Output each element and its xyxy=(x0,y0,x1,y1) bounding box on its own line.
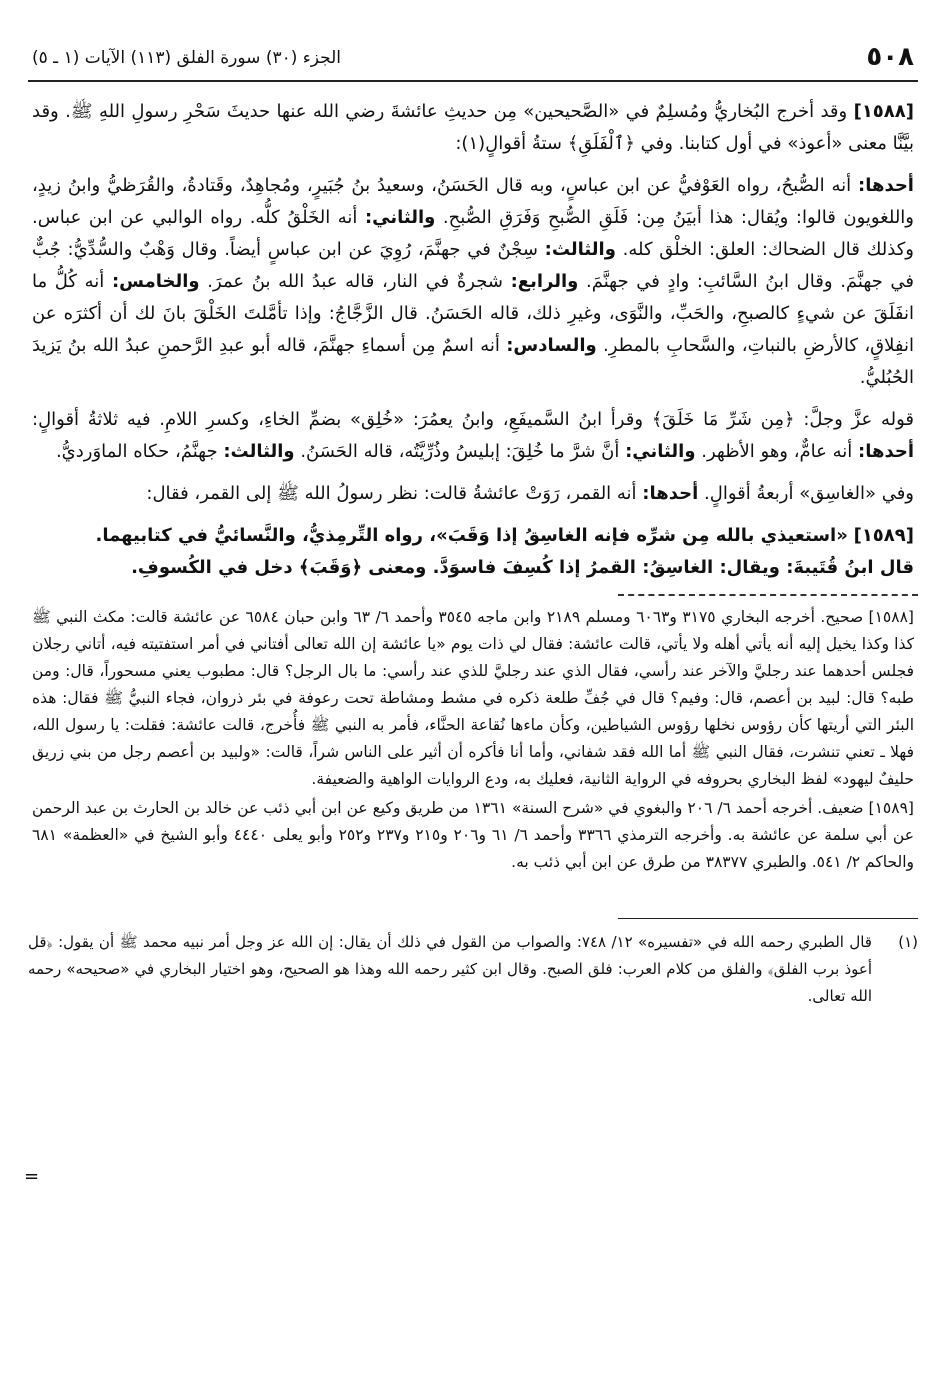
opinion-text: أنه عامٌّ، وهو الأظهر. xyxy=(701,441,853,462)
notes-divider xyxy=(618,594,918,596)
opinion-label: والثالث: xyxy=(544,239,616,260)
note-text: صحيح. أخرجه البخاري ٣١٧٥ و٦٠٦٣ ومسلم ٢١٨٩ وابن ماجه ٣٥٤٥ وأحمد ٦/ ٦٣ وابن حبان ٦٥٨٤ عن عائشة قالت: مكث النبي ﷺ كذا وكذا يخيل إليه أنه يأتي أهله ولا يأتي، قالت عائشة: فقال لي ذات يوم «يا عائشة إن الله تعالى أفتاني في أمر استفتيته فيه، أتاني رجلان فجلس أحدهما عند رجليَّ والآخر عند رأسي، فقال الذي عند رجليَّ للذي عند رأسي: ما بال الرجل؟ قال: مطبوب يعني مسحوراً، قال: ومن طبه؟ قال: لبيد بن أعصم، قال: وفيم؟ قال في جُفِّ طلعة ذكره في مشط ومشاطة تحت رعوفة في بئر ذروان، فجاء النبيُّ ﷺ فقال: هذه البئر التي أريتها كأن رؤوس نخلها رؤوس الشياطين، وكأن ماءها نُقاعة الحنَّاء، فأمر به النبي ﷺ فأُخرج، قالت عائشة: فقلت: يا رسول الله، فهلا ـ تعني تنشرت، فقال النبي ﷺ أما الله فقد شفاني، وأما أنا فأكره أن أثير على الناس شراً، قالت: «ولبيد بن أعصم رجل من بني زريق حليفٌ ليهود» لفظ البخاري بحروفه في الرواية الثانية، فعليك به، ودع الروايات الواهية والضعيفة. xyxy=(32,608,914,788)
paragraph-text: قوله عزَّ وجلَّ: ﴿مِن شَرِّ مَا خَلَقَ﴾ وقرأ ابنُ السَّميفَعِ، وابنُ يعمُرَ: «خُلِق» بضمِّ الخاءِ، وكسرِ اللامِ. فيه ثلاثةُ أقوالٍ: xyxy=(32,409,914,430)
running-head: الجزء (٣٠) سورة الفلق (١١٣) الآيات (١ ـ ٥) xyxy=(32,48,342,68)
opinion-text: أنَّ شرَّ ما خُلِقَ: إبليسُ وذُرِّيَّتُه، قاله الحَسَنُ. xyxy=(300,441,620,462)
opinion-text: أنه كُلُّ ما انفَلَقَ عن شيءٍ كالصبحِ، والحَبِّ، والنَّوَى، وغيرِ ذلك، قاله الحَسَنُ. قال الزَّجَّاجُ: وإذا تأمَّلتَ الخَلْقَ بانَ لك أن أكثرَه عن انفِلاقٍ، كالأرضِ بالنباتِ، والسَّحابِ بالمطرِ. xyxy=(32,271,914,356)
opinion-label: أحدها: xyxy=(858,175,914,196)
page-number: ٥٠٨ xyxy=(866,42,914,72)
opinion-label: والرابع: xyxy=(510,271,579,292)
opinion-text: أنه اسمٌ مِن أسماءِ جهنَّمَ، قاله أبو عبدِ الرَّحمنِ عبدُ الله بنُ يَزيدَ الحُبُليُّ. xyxy=(32,335,914,388)
hadith-notes xyxy=(28,604,918,876)
hadith-ref: [١٥٨٩] xyxy=(853,525,914,546)
paragraph-hadith xyxy=(32,520,914,584)
opinion-text: أنه الخَلْقُ كلُّه. رواه الوالبي عن ابن عباس. وكذلك قال الضحاك: العلق: الخلْق كله. xyxy=(32,207,914,260)
footnote-number: (١) xyxy=(898,933,918,951)
note-1589 xyxy=(32,795,914,876)
hadith-ref: [١٥٨٨] xyxy=(853,101,914,122)
note-ref: [١٥٨٩] xyxy=(868,799,914,817)
footnote-separator xyxy=(618,918,918,919)
note-1588 xyxy=(32,604,914,793)
opinion-text: أنه الصُّبحُ، رواه العَوْفيُّ عن ابن عباسٍ، وبه قال الحَسَنُ، وسعيدُ بنُ جُبَيرٍ، ومُجاهِدٌ، وقَتادةُ، والقُرَظيُّ وابنُ زيدٍ، واللغويون قالوا: ويُقال: هذا أبيَنُ مِن: فَلَقِ الصُّبحِ وَفَرَقِ الصُّبحِ. xyxy=(32,175,915,228)
margin-mark: = xyxy=(24,1166,40,1187)
opinion-label: والثالث: xyxy=(223,441,295,462)
note-text: ضعيف. أخرجه أحمد ٦/ ٢٠٦ والبغوي في «شرح السنة» ١٣٦١ من طريق وكيع عن ابن أبي ذئب عن خالد بن الحارث بن عبد الرحمن عن أبي سلمة عن عائشة به. وأخرجه الترمذي ٣٣٦٦ وأحمد ٦/ ٦١ و٢٠٦ و٢١٥ و٢٣٧ و٢٥٢ وأبو يعلى ٤٤٤٠ وأبو الشيخ في «العظمة» ٦٨١ والحاكم ٢/ ٥٤١. والطبري ٣٨٣٧٧ من طرق عن ابن أبي ذئب به. xyxy=(32,799,914,871)
opinion-label: والخامس: xyxy=(111,271,200,292)
paragraph-intro xyxy=(32,96,914,160)
opinion-label: والثاني: xyxy=(625,441,696,462)
opinion-label: أحدها: xyxy=(858,441,914,462)
paragraph-text: وقد أخرج البُخاريُّ ومُسلِمٌ في «الصَّحيحين» مِن حديثِ عائشةَ رضي الله عنها حديثَ سَحْرِ رسولِ اللهِ ﷺ. وقد بيَّنَّا معنى «أعوذ» في أول كتابنا. وفي ﴿ٱلْفَلَقِ﴾ ستةُ أقوالٍ(١): xyxy=(32,101,914,154)
paragraph-text: وفي «الغاسِق» أربعةُ أقوالٍ. xyxy=(704,483,914,504)
page-header xyxy=(28,36,918,82)
hadith-text: «استعيذي بالله مِن شرِّه فإنه الغاسِقُ إذا وَقَبَ»، رواه التِّرمِذيُّ، والنَّسائيُّ في كتابيهما. xyxy=(95,525,848,546)
paragraph-falaq-opinions xyxy=(32,170,914,394)
paragraph-ghasiq xyxy=(32,478,914,510)
opinion-text: سِجْنٌ في جهنَّمَ، رُوِيَ عن ابن عباسٍ أيضاً. وقال وَهْبٌ والسُّدِّيُّ: جُبٌّ في جهنَّمَ. وقال ابنُ السَّائبِ: وادٍ في جهنَّمَ. xyxy=(32,239,915,292)
opinion-label: أحدها: xyxy=(642,483,699,504)
opinion-text: جهنَّمُ، حكاه الماوَرديُّ. xyxy=(55,441,218,462)
opinion-label: والسادس: xyxy=(506,335,597,356)
note-ref: [١٥٨٨] xyxy=(868,608,914,626)
main-text xyxy=(28,96,918,584)
opinion-text: أنه القمر، رَوَتْ عائشةُ قالت: نظر رسولُ الله ﷺ إلى القمر، فقال: xyxy=(146,483,637,504)
opinion-text: شجرةٌ في النار، قاله عبدُ الله بنُ عمرَ. xyxy=(207,271,503,292)
footnote-1 xyxy=(28,929,918,1010)
book-page xyxy=(24,36,918,1356)
paragraph-sharr xyxy=(32,404,914,468)
paragraph-text: قال ابنُ قُتَيبةَ: ويقال: الغاسِقُ: القمرُ إذا كُسِفَ فاسوَدَّ. ومعنى ﴿وَقَبَ﴾ دخل في الكُسوفِ. xyxy=(131,557,914,578)
footnote-text: قال الطبري رحمه الله في «تفسيره» ١٢/ ٧٤٨: والصواب من القول في ذلك أن يقال: إن الله عز وجل أمر نبيه محمد ﷺ أن يقول: ﴿قل أعوذ برب الفلق﴾ والفلق من كلام العرب: فلق الصبح. وقال ابن كثير رحمه الله وهذا هو الصحيح، وهو اختيار البخاري في «صحيحه» رحمه الله تعالى. xyxy=(28,933,872,1005)
opinion-label: والثاني: xyxy=(364,207,436,228)
